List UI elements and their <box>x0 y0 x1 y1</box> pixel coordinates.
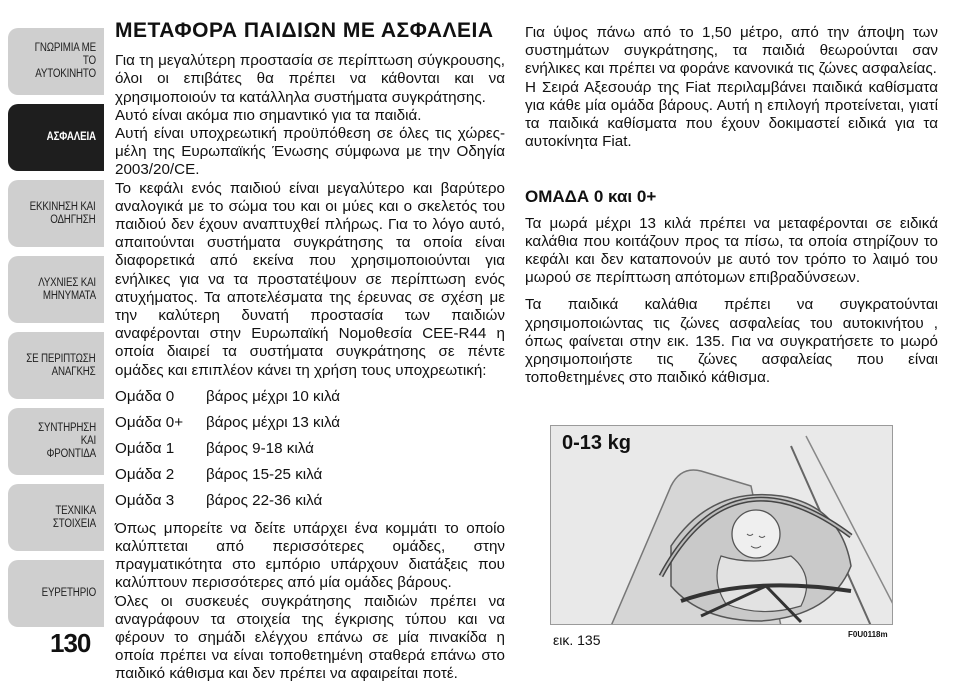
tab-label: ΣΥΝΤΗΡΗΣΗ ΚΑΙ ΦΡΟΝΤΙΔΑ <box>38 422 96 460</box>
section-subtitle: ΟΜΑΔΑ 0 και 0+ <box>525 187 657 207</box>
group-weight: βάρος μέχρι 10 κιλά <box>206 387 341 405</box>
paragraph: Όπως μπορείτε να δείτε υπάρχει ένα κομμάτι το οποίο καλύπτεται από περισσότερες ομάδες, στην πραγματικότητα στο εμπόριο υπάρχουν διατάξεις που καλύπτουν περισσότερες από μία ομάδες βάρους. <box>115 519 505 592</box>
chapter-tabs <box>0 0 104 620</box>
group-weight: βάρος μέχρι 13 κιλά <box>206 413 341 431</box>
group-name: Ομάδα 0+ <box>115 413 184 431</box>
figure-weight-label: 0-13 kg <box>562 432 631 454</box>
tab-chapter-4[interactable] <box>8 256 104 323</box>
tab-label: ΓΝΩΡΙΜΙΑ ΜΕ ΤΟ ΑΥΤΟΚΙΝΗΤΟ <box>34 42 96 80</box>
paragraph: Τα μωρά μέχρι 13 κιλά πρέπει να μεταφέρονται σε ειδικά καλάθια που κοιτάζουν προς τα πίσω, τα οποία στηρίζουν το κεφάλι και δεν καταπονούν με αυτό τον τρόπο το λαιμό του μωρού σε περίπτωση απότομων επιβραδύνσεων. <box>525 214 938 287</box>
tab-chapter-5[interactable] <box>8 332 104 399</box>
tab-chapter-6[interactable] <box>8 408 104 475</box>
figure-caption: εικ. 135 <box>553 632 601 648</box>
weight-group-row <box>115 384 505 410</box>
tab-label: ΕΥΡΕΤΗΡΙΟ <box>41 587 96 599</box>
weight-groups-list <box>115 384 505 514</box>
page-title: ΜΕΤΑΦΟΡΑ ΠΑΙΔΙΩΝ ΜΕ ΑΣΦΑΛΕΙΑ <box>115 19 494 42</box>
tab-chapter-8[interactable] <box>8 560 104 627</box>
figure-code: F0U0118m <box>848 630 888 639</box>
left-column <box>115 19 505 684</box>
tab-label: ΤΕΧΝΙΚΑ ΣΤΟΙΧΕΙΑ <box>52 504 96 530</box>
tab-label: ΕΚΚΙΝΗΣΗ ΚΑΙ ΟΔΗΓΗΣΗ <box>30 200 96 226</box>
figure-baby-seat <box>550 425 893 625</box>
group-weight: βάρος 22-36 κιλά <box>206 491 323 509</box>
paragraph: Για ύψος πάνω από το 1,50 μέτρο, από την άποψη των συστημάτων συγκράτησης, τα παιδιά θεωρούνται σαν ενήλικες και πρέπει να φοράνε κανονικά τις ζώνες ασφαλείας. <box>525 24 938 78</box>
group-name: Ομάδα 3 <box>115 491 175 509</box>
group-weight: βάρος 15-25 κιλά <box>206 465 323 483</box>
weight-group-row <box>115 436 505 462</box>
group-name: Ομάδα 1 <box>115 439 175 457</box>
tab-label: ΣΕ ΠΕΡΙΠΤΩΣΗ ΑΝΑΓΚΗΣ <box>26 352 96 378</box>
weight-group-row <box>115 462 505 488</box>
group-name: Ομάδα 2 <box>115 465 175 483</box>
tab-label: ΛΥΧΝΙΕΣ ΚΑΙ ΜΗΝΥΜΑΤΑ <box>38 276 96 302</box>
weight-group-row <box>115 488 505 514</box>
paragraph: Το κεφάλι ενός παιδιού είναι μεγαλύτερο και βαρύτερο αναλογικά με το σώμα του και οι μύες και ο σκελετός του παιδιού δεν έχουν αναπτυχθεί πλήρως. Για το λόγο αυτό, απαιτούνται συστήματα συγκράτησης τα οποία είναι διαφορετικά από εκείνα που χρησιμοποιούνται για ενήλικες για να τα προστατέψουν σε περίπτωση ενός ατυχήματος. Τα αποτελέσματα της έρευνας σε σχέση με την καλύτερη δυνατή προστασία των παιδιών αναφέρονται στην Ευρωπαϊκή Νομοθεσία CEE-R44 η οποία διαιρεί τα συστήματα συγκράτησης σε πέντε ομάδες και επιπλέον κάνει τη χρήση τους υποχρεωτική: <box>115 179 505 379</box>
paragraph: Για τη μεγαλύτερη προστασία σε περίπτωση σύγκρουσης, όλοι οι επιβάτες θα πρέπει να κάθονται και να χρησιμοποιούν τα κατάλληλα συστήματα συγκράτησης. <box>115 52 505 106</box>
paragraph: Αυτή είναι υποχρεωτική προϋπόθεση σε όλες τις χώρες-μέλη της Ευρωπαϊκής Ένωσης σύμφωνα με την Οδηγία 2003/20/CE. <box>115 125 505 179</box>
baby-seat-illustration <box>551 426 893 625</box>
group-name: Ομάδα 0 <box>115 387 175 405</box>
tab-chapter-7[interactable] <box>8 484 104 551</box>
page-number: 130 <box>50 628 91 658</box>
paragraph: Όλες οι συσκευές συγκράτησης παιδιών πρέπει να αναγράφουν τα στοιχεία της έγκρισης τύπου και να φέρουν το σημάδι ελέγχου επάνω σε μία πινακίδα η οποία πρέπει να είναι τοποθετημένη σταθερά επάνω στο παιδικό κάθισμα και δεν πρέπει να αφαιρείται ποτέ. <box>115 592 505 683</box>
tab-label: ΑΣΦΑΛΕΙΑ <box>46 131 96 143</box>
tab-chapter-1[interactable] <box>8 28 104 95</box>
tab-chapter-3[interactable] <box>8 180 104 247</box>
paragraph: Η Σειρά Αξεσουάρ της Fiat περιλαμβάνει παιδικά καθίσματα για κάθε μία ομάδα βάρους. Αυτή η επιλογή προτείνεται, γιατί τα παιδικά καθίσματα που έχουν δοκιμαστεί ειδικά για τα αυτοκίνητα Fiat. <box>525 78 938 151</box>
weight-group-row <box>115 410 505 436</box>
group-weight: βάρος 9-18 κιλά <box>206 439 314 457</box>
paragraph: Αυτό είναι ακόμα πιο σημαντικό για τα παιδιά. <box>115 106 422 124</box>
tab-chapter-2[interactable] <box>8 104 104 171</box>
paragraph: Τα παιδικά καλάθια πρέπει να συγκρατούνται χρησιμοποιώντας τις ζώνες ασφαλείας του αυτοκινήτου , όπως φαίνεται στην εικ. 135. Για να συγκρατήσετε το μωρό χρησιμοποιήστε τις ζώνες ασφαλείας που είναι τοποθετημένες στο παιδικό κάθισμα. <box>525 296 938 387</box>
right-column <box>525 24 938 387</box>
